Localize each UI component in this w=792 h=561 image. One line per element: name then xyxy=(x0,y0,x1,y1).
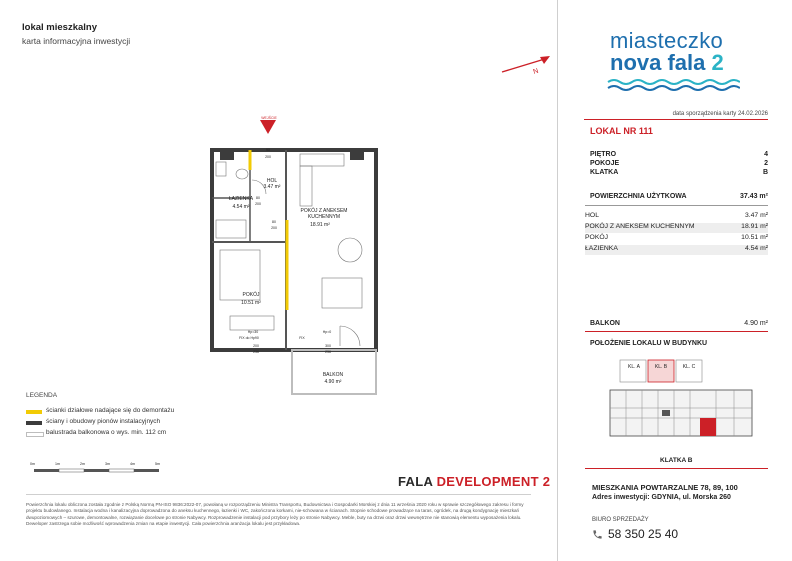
document-title: lokal mieszkalny xyxy=(22,22,97,33)
room-area: 3.47 m² xyxy=(744,212,768,219)
area-rule xyxy=(585,205,768,206)
scale-label: 1m xyxy=(55,462,60,466)
door-label: 200 xyxy=(255,202,261,206)
room-name: POKÓJ xyxy=(585,234,609,241)
scale-label: 4m xyxy=(130,462,135,466)
door-label: 200 xyxy=(265,155,271,159)
door-label: FIX xyxy=(299,336,305,340)
balkon-label: BALKON xyxy=(590,320,620,327)
balkon-rule xyxy=(585,331,768,332)
scale-label: 2m xyxy=(80,462,85,466)
logo-nova-fala-text: nova fala xyxy=(610,50,706,75)
summary-floor-label: PIĘTRO xyxy=(590,151,617,158)
compass-arrow-icon xyxy=(498,52,556,76)
legend-swatch-removable xyxy=(26,410,42,414)
door-label: 200 xyxy=(253,344,259,348)
door-label: FIX do Hp90 xyxy=(239,336,259,340)
door-label: 90 xyxy=(266,148,270,152)
page-divider xyxy=(557,0,558,561)
location-caption: KLATKA B xyxy=(660,457,693,464)
room-row xyxy=(585,223,768,233)
plan-entrance-label: WEJŚCIE xyxy=(261,116,277,120)
legend-swatch-walls xyxy=(26,421,42,425)
floor-plan xyxy=(200,110,390,400)
room-area: 4.54 m² xyxy=(744,245,768,252)
door-label: 80 xyxy=(272,220,276,224)
investment-title: MIESZKANIA POWTARZALNE 78, 89, 100 xyxy=(592,483,738,492)
summary-rooms-value: 2 xyxy=(764,160,768,167)
legend-item: ściany i obudowy pionów instalacyjnych xyxy=(46,418,161,425)
klatka-c-label: KL. C xyxy=(682,364,696,370)
sales-office-label: BIURO SPRZEDAŻY xyxy=(592,517,649,523)
location-title: POŁOŻENIE LOKALU W BUDYNKU xyxy=(590,340,708,347)
plan-kuchnia-name: POKÓJ Z ANEKSEM KUCHENNYM xyxy=(300,208,348,220)
card-date: data sporządzenia karty 24.02.2026 xyxy=(672,111,768,117)
scale-label: 3m xyxy=(105,462,110,466)
plan-hol-name: HOL xyxy=(266,178,278,184)
plan-balkon-name: BALKON xyxy=(322,372,344,378)
scale-label: 0m xyxy=(30,462,35,466)
plan-lazienka-area: 4.54 m² xyxy=(232,204,250,210)
klatka-b-label: KL. B xyxy=(654,364,668,370)
logo-nova-fala xyxy=(610,50,724,76)
location-rule xyxy=(585,468,768,469)
developer-logo-part1: FALA xyxy=(398,474,437,489)
usable-area-value: 37.43 m² xyxy=(739,193,768,200)
door-label: 200 xyxy=(271,226,277,230)
door-label: 300 xyxy=(325,344,331,348)
summary-staircase-label: KLATKA xyxy=(590,169,619,176)
room-name: HOL xyxy=(585,212,599,219)
logo-waves-icon xyxy=(606,78,740,92)
date-rule xyxy=(584,119,768,120)
room-row xyxy=(585,212,768,222)
usable-area-label: POWIERZCHNIA UŻYTKOWA xyxy=(590,193,687,200)
logo-number: 2 xyxy=(711,50,724,75)
plan-hol-area: 3.47 m² xyxy=(263,184,281,190)
door-label: 236 xyxy=(253,350,259,354)
plan-kuchnia-area: 18.91 m² xyxy=(310,222,330,228)
sales-phone[interactable]: 58 350 25 40 xyxy=(608,527,679,541)
disclaimer-text: Powierzchnia lokalu obliczona została zgodnie z Polską Normą PN-ISO 9836:2022-07, powołaną w rozporządzeniu Ministra Transportu, Budownictwa i Gospodarki Morskiej z dnia 11 września 2020 roku w sprawie szczegółowego zakresu i formy projektu budowlanego. Instalacja wodna i kanalizacyjna doprowadzona do aneksu kuchennego, łazienki i WC, zakończona korkami, nie-schowana w ścianach. Stopnie schodowe prowadzące na taras, ogródek, na drugą kondygnację mieszkań dwupoziomowych – szurowe, demontowalne, rozwiązanie docelowe po stronie Nabywcy. Rozprowadzenie instalacji pod przybory leży po stronie Nabywcy. Meble, buty na drzwi oraz drzwi wewnętrzne nie stanowią elementu wyposażenia lokalu. Deweloper zastrzega sobie możliwość wprowadzenia zmian na etapie inwestycji. Cała powierzchnia aranżacja lokalu jest przykładowa. xyxy=(26,502,524,526)
door-label: Hp=0 xyxy=(322,330,332,334)
summary-rooms-label: POKOJE xyxy=(590,160,620,167)
balkon-value: 4.90 m² xyxy=(744,320,768,327)
scale-bar xyxy=(26,462,176,474)
legend-item: ścianki działowe nadające się do demontażu xyxy=(46,407,175,414)
phone-icon xyxy=(592,529,603,540)
logo-miasteczko: miasteczko xyxy=(610,28,724,53)
plan-lazienka-name: ŁAZIENKA xyxy=(228,196,254,202)
legend-item: balustrada balkonowa o wys. min. 112 cm xyxy=(46,429,167,436)
lokal-number: LOKAL NR 111 xyxy=(590,126,653,136)
plan-pokoj-name: POKÓJ xyxy=(242,292,260,298)
door-label: 236 xyxy=(325,350,331,354)
room-row xyxy=(585,234,768,244)
scale-label: 5m xyxy=(155,462,160,466)
room-name: POKÓJ Z ANEKSEM KUCHENNYM xyxy=(585,223,695,230)
plan-pokoj-area: 10.51 m² xyxy=(241,300,261,306)
legend-swatch-balustrade xyxy=(26,432,44,437)
svg-text:N: N xyxy=(532,67,540,76)
summary-staircase-value: B xyxy=(762,169,768,176)
developer-logo-part2: DEVELOPMENT 2 xyxy=(436,474,551,489)
door-label: Hp=30 xyxy=(247,330,259,334)
developer-logo xyxy=(398,474,550,489)
summary-floor-value: 4 xyxy=(764,151,768,158)
legend-title: LEGENDA xyxy=(26,392,58,399)
room-area: 18.91 m² xyxy=(741,223,768,230)
door-label: 80 xyxy=(256,196,260,200)
document-subtitle: karta informacyjna inwestycji xyxy=(22,36,131,46)
room-row xyxy=(585,245,768,255)
room-name: ŁAZIENKA xyxy=(585,245,618,252)
klatka-a-label: KL. A xyxy=(628,364,640,370)
plan-balkon-area: 4.90 m² xyxy=(324,379,342,385)
room-area: 10.51 m² xyxy=(741,234,768,241)
footer-rule xyxy=(26,494,531,495)
investment-address: Adres inwestycji: GDYNIA, ul. Morska 260 xyxy=(592,494,731,501)
